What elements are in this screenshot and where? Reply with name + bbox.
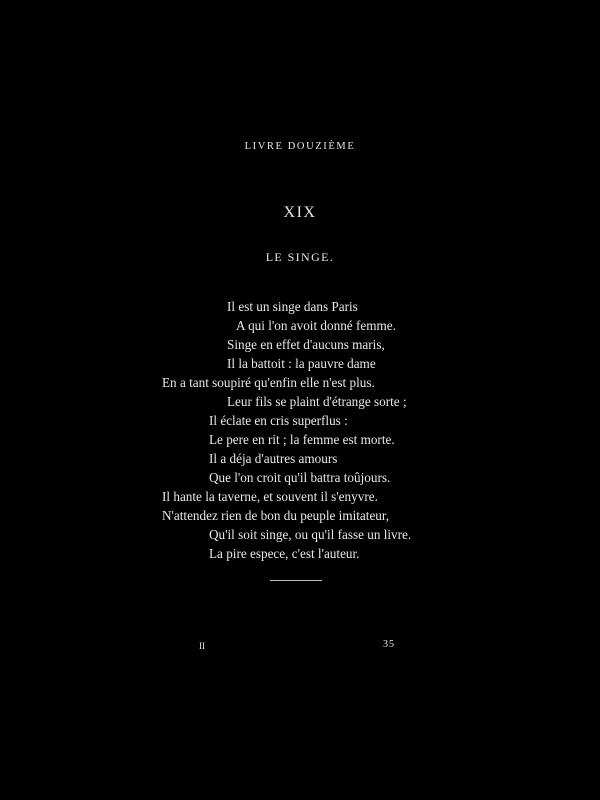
ornamental-rule <box>270 580 322 581</box>
poem-line: La pire espece, c'est l'auteur. <box>209 546 360 561</box>
poem-line: Singe en effet d'aucuns maris, <box>227 337 385 352</box>
poem-line: Qu'il soit singe, ou qu'il fasse un livre. <box>209 527 412 542</box>
poem-line: Il hante la taverne, et souvent il s'enyvre. <box>162 489 378 504</box>
poem-line: Il éclate en cris superflus : <box>209 413 348 428</box>
page-number: 35 <box>383 639 395 650</box>
fable-title: LE SINGE. <box>265 250 335 264</box>
running-head: LIVRE DOUZIÈME <box>244 141 356 152</box>
poem-line: A qui l'on avoit donné femme. <box>236 318 396 333</box>
poem-line: N'attendez rien de bon du peuple imitateur, <box>162 508 390 523</box>
poem-line: Que l'on croit qu'il battra toûjours. <box>209 470 391 485</box>
poem-line: Le pere en rit ; la femme est morte. <box>209 432 395 447</box>
poem-line: Il est un singe dans Paris <box>227 299 358 314</box>
fable-number: XIX <box>283 204 317 221</box>
poem-line: En a tant soupiré qu'enfin elle n'est plus. <box>162 375 375 390</box>
signature-mark: II <box>199 641 205 651</box>
poem-line: Il a déja d'autres amours <box>209 451 338 466</box>
poem-line: Leur fils se plaint d'étrange sorte ; <box>227 394 407 409</box>
poem-line: Il la battoit : la pauvre dame <box>227 356 376 371</box>
